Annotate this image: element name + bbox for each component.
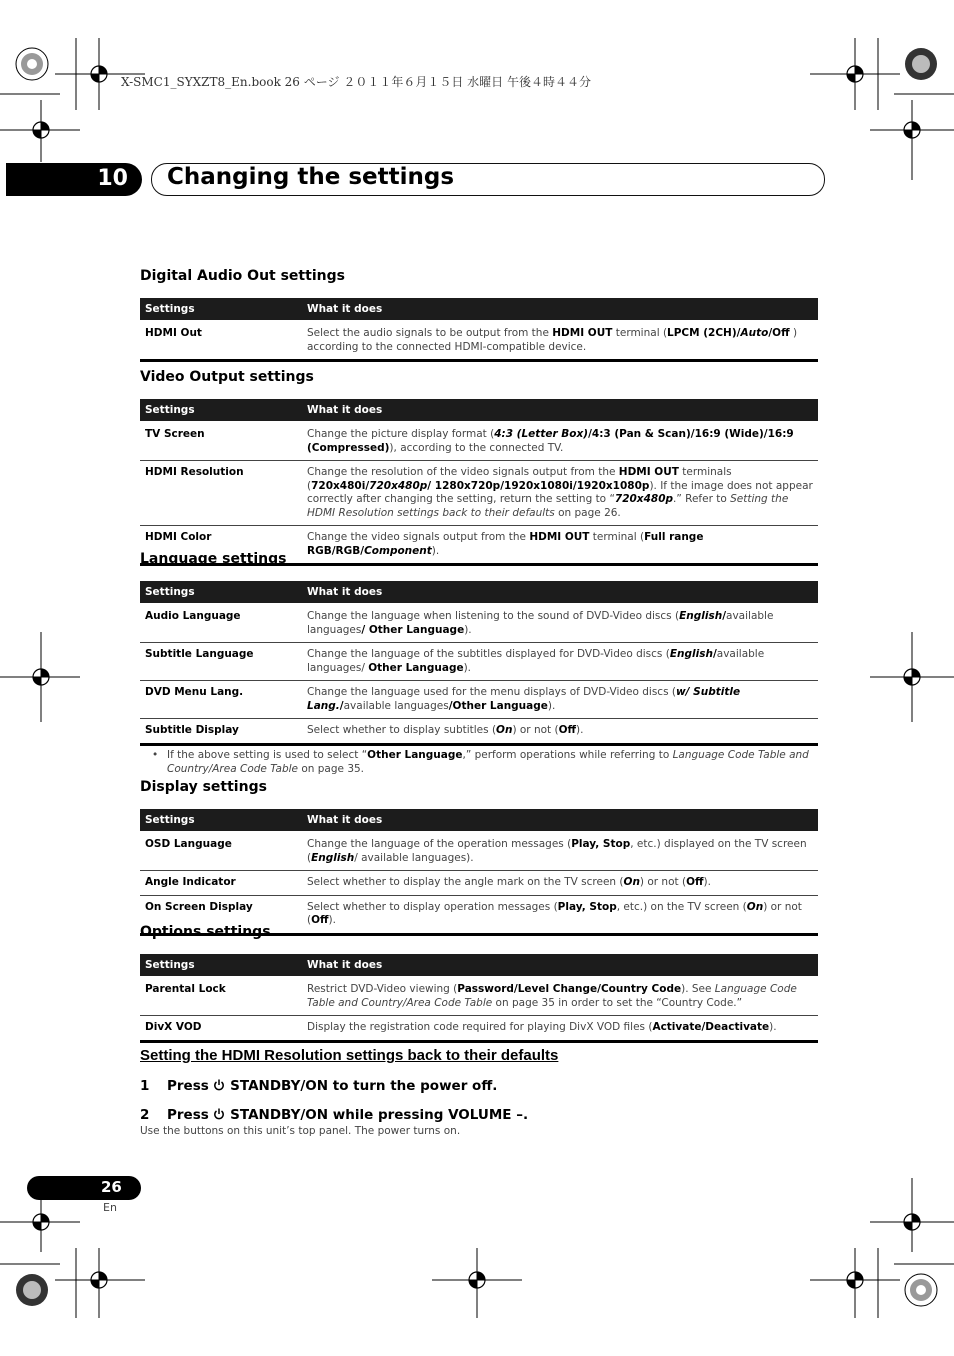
text-run: Change the picture display format ( — [307, 428, 495, 440]
setting-description — [302, 422, 818, 461]
text-run: terminal ( — [589, 531, 645, 543]
setting-name: Angle Indicator — [140, 871, 302, 896]
text-run: Other Language — [368, 661, 464, 674]
text-run: 720x480p — [614, 493, 674, 505]
col-what-it-does: What it does — [302, 581, 818, 604]
text-run: /Off — [768, 327, 790, 339]
text-run: on page 26. — [554, 506, 621, 519]
setting-description — [302, 1016, 818, 1042]
text-run: ). See — [681, 983, 715, 995]
text-run: ). — [464, 623, 472, 636]
setting-description — [302, 526, 818, 565]
text-run: Restrict DVD-Video viewing ( — [307, 983, 458, 995]
step-text-post: STANDBY/ON to turn the power off. — [225, 1078, 498, 1094]
col-settings: Settings — [140, 809, 302, 832]
setting-description — [302, 719, 818, 745]
text-run: Component — [364, 544, 432, 557]
table-row — [140, 461, 818, 526]
power-icon — [213, 1078, 225, 1094]
settings-table-language — [140, 581, 818, 746]
setting-description — [302, 321, 818, 361]
text-run: 720x480i/ — [311, 479, 370, 492]
setting-name: On Screen Display — [140, 895, 302, 934]
setting-description — [302, 832, 818, 871]
page-language: En — [103, 1201, 117, 1214]
text-run: Change the language of the operation messages ( — [307, 838, 572, 850]
chapter-number-tab — [6, 163, 142, 196]
text-run: ). — [769, 1021, 777, 1033]
chapter-number: 10 — [97, 166, 128, 191]
text-run: /Other Language — [448, 699, 548, 712]
text-run: ), according to the connected TV. — [389, 441, 564, 454]
page-number-tab — [27, 1176, 141, 1200]
table-row — [140, 1016, 818, 1042]
step-1 — [140, 1078, 497, 1094]
setting-description — [302, 895, 818, 934]
table-row — [140, 321, 818, 361]
text-run: Select whether to display operation messages ( — [307, 900, 558, 913]
text-run: on page 35 in order to set the “Country Code.” — [492, 996, 743, 1009]
text-run: Select the audio signals to be output from the — [307, 327, 553, 339]
language-note-text — [167, 748, 812, 776]
text-run: /4:3 (Pan & Scan)/16:9 (Wide)/16:9 (Compressed) — [307, 428, 794, 454]
text-run: Other Language — [367, 749, 463, 761]
text-run: Off — [311, 914, 329, 926]
text-run: ) according to the connected HDMI-compatible device. — [307, 327, 798, 353]
section-heading-display: Display settings — [140, 779, 267, 795]
text-run: HDMI OUT — [618, 466, 679, 478]
setting-description — [302, 871, 818, 896]
setting-name: HDMI Out — [140, 321, 302, 361]
setting-description — [302, 681, 818, 719]
text-run: Change the language when listening to the sound of DVD-Video discs ( — [307, 610, 680, 622]
text-run: 4:3 (Letter Box) — [494, 428, 589, 440]
setting-name: HDMI Color — [140, 526, 302, 565]
text-run: ). — [463, 661, 472, 674]
col-what-it-does: What it does — [302, 298, 818, 321]
text-run: Activate/Deactivate — [652, 1021, 770, 1033]
text-run: ) or not ( — [512, 724, 559, 736]
setting-name: Subtitle Display — [140, 719, 302, 745]
text-run: On — [746, 900, 764, 913]
setting-name: Audio Language — [140, 604, 302, 643]
text-run: ) or not ( — [307, 900, 802, 926]
text-run: Language Code Table and Country/Area Code Table — [167, 749, 809, 775]
reset-heading: Setting the HDMI Resolution settings back to their defaults — [140, 1047, 559, 1064]
text-run: Language Code Table and Country/Area Code Table — [307, 983, 797, 1009]
step-text-pre: Press — [167, 1078, 214, 1094]
power-icon — [213, 1107, 225, 1123]
print-slug: X-SMC1_SYXZT8_En.book 26 ページ ２０１１年６月１５日 水曜日 午後４時４４分 — [121, 75, 591, 89]
setting-name: OSD Language — [140, 832, 302, 871]
text-run: terminal ( — [612, 327, 668, 339]
col-settings: Settings — [140, 954, 302, 977]
text-run: HDMI OUT — [552, 327, 613, 339]
text-run: English — [669, 648, 713, 660]
text-run: , etc.) displayed on the TV screen ( — [307, 838, 807, 864]
step-2 — [140, 1107, 528, 1123]
text-run: available languages — [343, 699, 449, 712]
text-run: Off — [686, 876, 704, 888]
table-row — [140, 719, 818, 745]
text-run: / — [712, 648, 717, 660]
text-run: Play, Stop — [557, 900, 617, 913]
text-run: / 1280x720p/1920x1080i/1920x1080p — [427, 479, 650, 492]
text-run: Auto — [740, 327, 769, 339]
settings-table-display — [140, 809, 818, 936]
text-run: Change the language of the subtitles displayed for DVD-Video discs ( — [307, 648, 670, 660]
text-run: on page 35. — [298, 763, 365, 775]
text-run: Change the video signals output from the — [307, 531, 530, 543]
text-run: Display the registration code required for playing DivX VOD files ( — [307, 1021, 653, 1033]
text-run: Full range RGB/RGB/ — [307, 531, 704, 557]
setting-description — [302, 977, 818, 1016]
bullet: • — [152, 749, 159, 761]
text-run: Select whether to display the angle mark on the TV screen ( — [307, 876, 624, 888]
text-run: ). If the image does not appear correctly after changing the setting, return the setting to “ — [307, 479, 813, 505]
text-run: ). — [576, 724, 584, 736]
text-run: Setting the HDMI Resolution settings back to their defaults — [307, 493, 789, 519]
table-row — [140, 871, 818, 896]
text-run: English — [679, 610, 723, 622]
section-heading-video-output: Video Output settings — [140, 369, 314, 385]
text-run: .” Refer to — [673, 493, 731, 505]
setting-name: DVD Menu Lang. — [140, 681, 302, 719]
text-run: LPCM (2CH)/ — [667, 327, 741, 339]
setting-name: DivX VOD — [140, 1016, 302, 1042]
text-run: terminals ( — [307, 466, 732, 492]
text-run: Password/Level Change/Country Code — [457, 983, 682, 995]
table-row — [140, 604, 818, 643]
text-run: w/ Subtitle Lang. — [307, 686, 741, 712]
col-what-it-does: What it does — [302, 809, 818, 832]
step-number: 2 — [140, 1107, 150, 1123]
text-run: available languages — [307, 610, 774, 636]
table-row — [140, 643, 818, 681]
table-row — [140, 422, 818, 461]
text-run: Select whether to display subtitles ( — [307, 724, 497, 736]
setting-name: HDMI Resolution — [140, 461, 302, 526]
step-number: 1 — [140, 1078, 150, 1094]
text-run: Change the language used for the menu displays of DVD-Video discs ( — [307, 686, 676, 698]
text-run: ). — [431, 544, 440, 557]
step-2-note: Use the buttons on this unit’s top panel. The power turns on. — [140, 1125, 461, 1137]
col-settings: Settings — [140, 581, 302, 604]
text-run: / Other Language — [361, 623, 465, 636]
setting-name: Subtitle Language — [140, 643, 302, 681]
text-run: ,” perform operations while referring to — [462, 749, 673, 761]
text-run: , etc.) on the TV screen ( — [616, 900, 747, 913]
page-number: 26 — [101, 1178, 122, 1196]
section-heading-language: Language settings — [140, 551, 287, 567]
text-run: Play, Stop — [571, 838, 631, 850]
step-text-pre: Press — [167, 1107, 214, 1123]
text-run: ). — [328, 914, 336, 926]
text-run: On — [496, 724, 513, 736]
text-run: ) or not ( — [639, 876, 687, 888]
text-run: / available languages). — [354, 851, 474, 864]
col-what-it-does: What it does — [302, 954, 818, 977]
text-run: / — [722, 610, 727, 622]
text-run: Change the resolution of the video signals output from the — [307, 466, 619, 478]
text-run: English — [311, 851, 355, 864]
text-run: If the above setting is used to select “ — [167, 749, 368, 761]
section-heading-digital-audio: Digital Audio Out settings — [140, 268, 345, 284]
text-run: available languages/ — [307, 648, 765, 674]
setting-name: TV Screen — [140, 422, 302, 461]
table-row — [140, 681, 818, 719]
text-run: HDMI OUT — [529, 531, 590, 543]
text-run: 720x480p — [369, 479, 428, 492]
col-settings: Settings — [140, 298, 302, 321]
text-run: Off — [558, 724, 577, 736]
text-run: ). — [547, 699, 556, 712]
settings-table-options — [140, 954, 818, 1043]
step-text-post: STANDBY/ON while pressing VOLUME –. — [225, 1107, 529, 1123]
table-row — [140, 832, 818, 871]
section-heading-options: Options settings — [140, 924, 271, 940]
chapter-title: Changing the settings — [167, 164, 455, 190]
table-row — [140, 977, 818, 1016]
setting-description — [302, 643, 818, 681]
setting-description — [302, 604, 818, 643]
text-run: ). — [703, 876, 711, 888]
settings-table-video-output — [140, 399, 818, 566]
settings-table-digital-audio — [140, 298, 818, 362]
setting-description — [302, 461, 818, 526]
text-run: / — [339, 699, 344, 712]
col-what-it-does: What it does — [302, 399, 818, 422]
setting-name: Parental Lock — [140, 977, 302, 1016]
text-run: On — [623, 876, 640, 888]
col-settings: Settings — [140, 399, 302, 422]
